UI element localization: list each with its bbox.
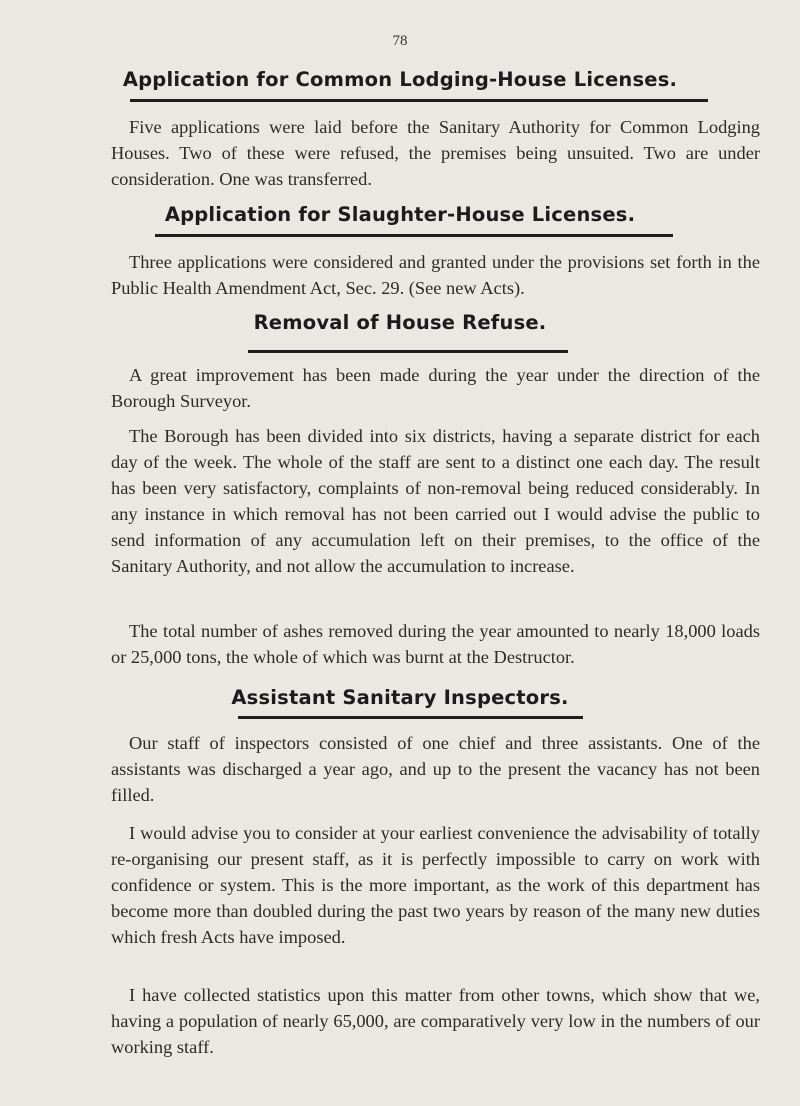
heading-underline: [155, 234, 673, 237]
heading-assistant-sanitary-inspectors: Assistant Sanitary Inspectors.: [231, 686, 569, 709]
page-number: 78: [392, 33, 408, 49]
paragraph: Five applications were laid before the Sanitary Authority for Common Lodging Houses. Two of these were refused, the premises being unsuited. Two are under consideration. One was transferred.: [111, 117, 760, 189]
paragraph: The total number of ashes removed during the year amounted to nearly 18,000 loads or 25,000 tons, the whole of which was burnt at the Destructor.: [111, 621, 760, 667]
heading-underline: [130, 99, 708, 102]
heading-removal-house-refuse: Removal of House Refuse.: [253, 311, 547, 334]
heading-common-lodging-house: Application for Common Lodging-House Licenses.: [122, 68, 678, 91]
paragraph: I have collected statistics upon this matter from other towns, which show that we, having a population of nearly 65,000, are comparatively very low in the numbers of our working staff.: [111, 985, 760, 1057]
paragraph: Our staff of inspectors consisted of one chief and three assistants. One of the assistants was discharged a year ago, and up to the present the vacancy has not been filled.: [111, 733, 760, 805]
paragraph: The Borough has been divided into six districts, having a separate district for each day of the week. The whole of the staff are sent to a distinct one each day. The result has been very satisfactory, complaints of non-removal being reduced considerably. In any instance in which removal has not been carried out I would advise the public to send information of any accumulation left on their premises, to the office of the Sanitary Authority, and not allow the accumulation to increase.: [111, 426, 760, 576]
heading-slaughter-house: Application for Slaughter-House Licenses.: [164, 203, 636, 226]
paragraph: I would advise you to consider at your earliest convenience the advisability of totally re-organising our present staff, as it is perfectly impossible to carry on work with confidence or system. This is the more important, as the work of this department has become more than doubled during the past two years by reason of the many new duties which fresh Acts have imposed.: [111, 823, 760, 947]
heading-underline: [238, 716, 583, 719]
paragraph: A great improvement has been made during the year under the direction of the Borough Surveyor.: [111, 365, 760, 411]
paragraph: Three applications were considered and granted under the provisions set forth in the Public Health Amendment Act, Sec. 29. (See new Acts).: [111, 252, 760, 298]
heading-underline: [248, 350, 568, 353]
